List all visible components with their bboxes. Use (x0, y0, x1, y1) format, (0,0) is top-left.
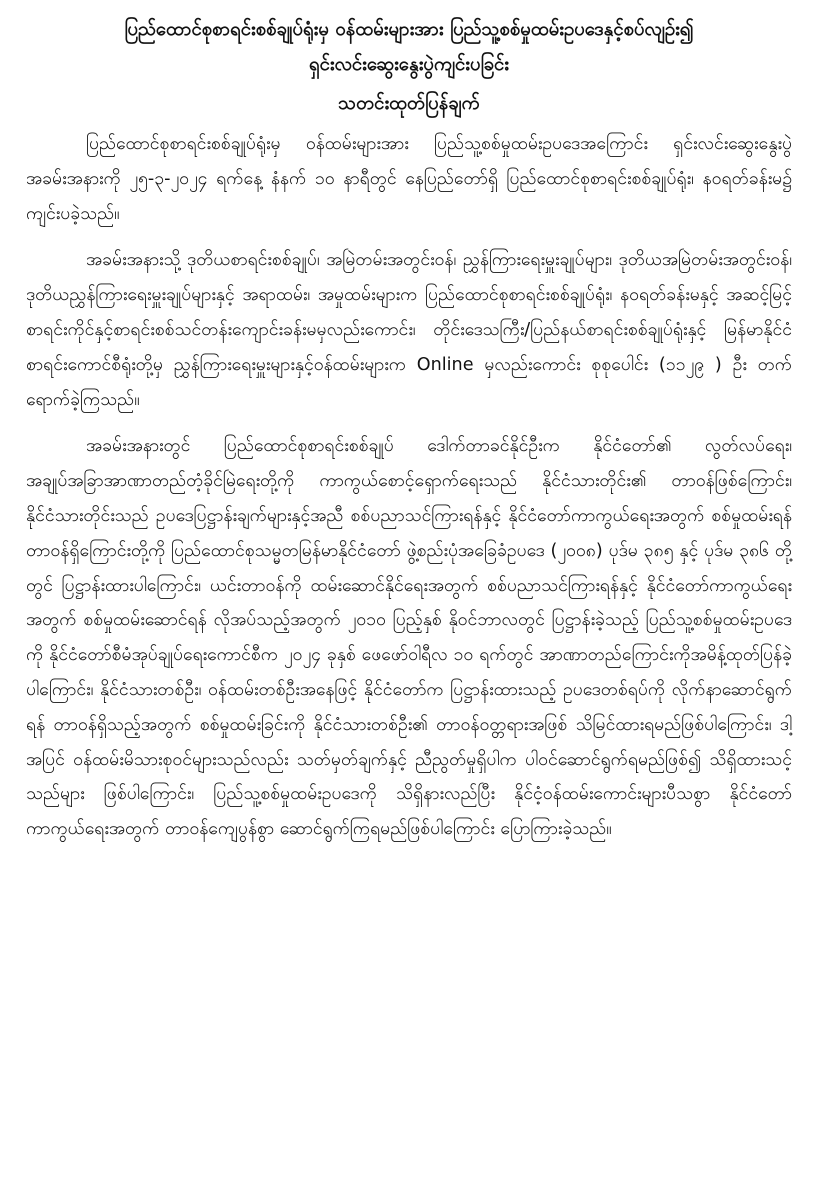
document-title: ပြည်ထောင်စုစာရင်းစစ်ချုပ်ရုံးမှ ဝန်ထမ်းများအား ပြည်သူ့စစ်မှုထမ်းဥပဒေနှင့်စပ်လျဉ်း၍ (124, 19, 694, 40)
body-paragraph-3: အခမ်းအနားတွင် ပြည်ထောင်စုစာရင်းစစ်ချုပ် ဒေါက်တာခင်နိုင်ဦးက နိုင်ငံတော်၏ လွတ်လပ်ရေး၊ အချုပ်အခြာအာဏာတည်တံ့ခိုင်မြဲရေးတို့ကို ကာကွယ်စောင့်ရှောက်ရေးသည် နိုင်ငံသားတိုင်း၏ တာဝန်ဖြစ်ကြောင်း၊ နိုင်ငံသားတိုင်းသည် ဥပဒေပြဋ္ဌာန်းချက်များနှင့်အညီ စစ်ပညာသင်ကြားရန်နှင့် နိုင်ငံတော်ကာကွယ်ရေးအတွက် စစ်မှုထမ်းရန်တာဝန်ရှိကြောင်းတို့ကို ပြည်ထောင်စုသမ္မတမြန်မာနိုင်ငံတော် ဖွဲ့စည်းပုံအခြေခံဥပဒေ (၂၀၀၈) ပုဒ်မ ၃၈၅ နှင့် ပုဒ်မ ၃၈၆ တို့တွင် ပြဋ္ဌာန်းထားပါကြောင်း၊ ယင်းတာဝန်ကို ထမ်းဆောင်နိုင်ရေးအတွက် စစ်ပညာသင်ကြားရန်နှင့် နိုင်ငံတော်ကာကွယ်ရေးအတွက် စစ်မှုထမ်းဆောင်ရန် လိုအပ်သည့်အတွက် ၂၀၁၀ ပြည့်နှစ် နိုဝင်ဘာလတွင် ပြဋ္ဌာန်းခဲ့သည့် ပြည်သူ့စစ်မှုထမ်းဥပဒေကို နိုင်ငံတော်စီမံအုပ်ချုပ်ရေးကောင်စီက ၂၀၂၄ ခုနှစ် ဖေဖော်ဝါရီလ ၁၀ ရက်တွင် အာဏာတည်ကြောင်းကိုအမိန့်ထုတ်ပြန်ခဲ့ပါကြောင်း၊ နိုင်ငံသားတစ်ဦး၊ ဝန်ထမ်းတစ်ဦးအနေဖြင့် နိုင်ငံတော်က ပြဋ္ဌာန်းထားသည့် ဥပဒေတစ်ရပ်ကို လိုက်နာဆောင်ရွက်ရန် တာဝန်ရှိသည့်အတွက် စစ်မှုထမ်းခြင်းကို နိုင်ငံသားတစ်ဦး၏ တာဝန်ဝတ္တရားအဖြစ် သိမြင်ထားရမည်ဖြစ်ပါကြောင်း၊ ဒါ့အပြင် ဝန်ထမ်းမိသားစုဝင်များသည်လည်း သတ်မှတ်ချက်နှင့် ညီညွတ်မှုရှိပါက ပါဝင်ဆောင်ရွက်ရမည်ဖြစ်၍ သိရှိထားသင့်သည်များ ဖြစ်ပါကြောင်း၊ ပြည်သူ့စစ်မှုထမ်းဥပဒေကို သိရှိနားလည်ပြီး နိုင်ငံ့ဝန်ထမ်းကောင်းများပီသစွာ နိုင်ငံတော်ကာကွယ်ရေးအတွက် တာဝန်ကျေပွန်စွာ ဆောင်ရွက်ကြရမည်ဖြစ်ပါကြောင်း ပြောကြားခဲ့သည်။ (26, 436, 792, 840)
press-release-heading: သတင်းထုတ်ပြန်ချက် (338, 93, 480, 114)
body-paragraph-1: ပြည်ထောင်စုစာရင်းစစ်ချုပ်ရုံးမှ ဝန်ထမ်းများအား ပြည်သူ့စစ်မှုထမ်းဥပဒေအကြောင်း ရှင်းလင်းဆွေးနွေးပွဲအခမ်းအနားကို ၂၅-၃-၂၀၂၄ ရက်နေ့ နံနက် ၁၀ နာရီတွင် နေပြည်တော်ရှိ ပြည်ထောင်စုစာရင်းစစ်ချုပ်ရုံး၊ နဝရတ်ခန်းမ၌ ကျင်းပခဲ့သည်။ (26, 134, 792, 224)
body-paragraph-2: အခမ်းအနားသို့ ဒုတိယစာရင်းစစ်ချုပ်၊ အမြဲတမ်းအတွင်းဝန်၊ ညွှန်ကြားရေးမှူးချုပ်များ၊ ဒုတိယအမြဲတမ်းအတွင်းဝန်၊ ဒုတိယညွှန်ကြားရေးမှူးချုပ်များနှင့် အရာထမ်း၊ အမှုထမ်းများက ပြည်ထောင်စုစာရင်းစစ်ချုပ်ရုံး၊ နဝရတ်ခန်းမနှင့် အဆင့်မြင့်စာရင်းကိုင်နှင့်စာရင်းစစ်သင်တန်းကျောင်းခန်းမမှလည်းကောင်း၊ တိုင်းဒေသကြီး/ပြည်နယ်စာရင်းစစ်ချုပ်ရုံးနှင့် မြန်မာနိုင်ငံစာရင်းကောင်စီရုံးတို့မှ ညွှန်ကြားရေးမှူးများနှင့်ဝန်ထမ်းများက Online မှလည်းကောင်း စုစုပေါင်း (၁၁၂၉ ) ဦး တက်ရောက်ခဲ့ကြသည်။ (26, 250, 792, 410)
document-subtitle: ရှင်းလင်းဆွေးနွေးပွဲကျင်းပခြင်း (308, 54, 509, 75)
